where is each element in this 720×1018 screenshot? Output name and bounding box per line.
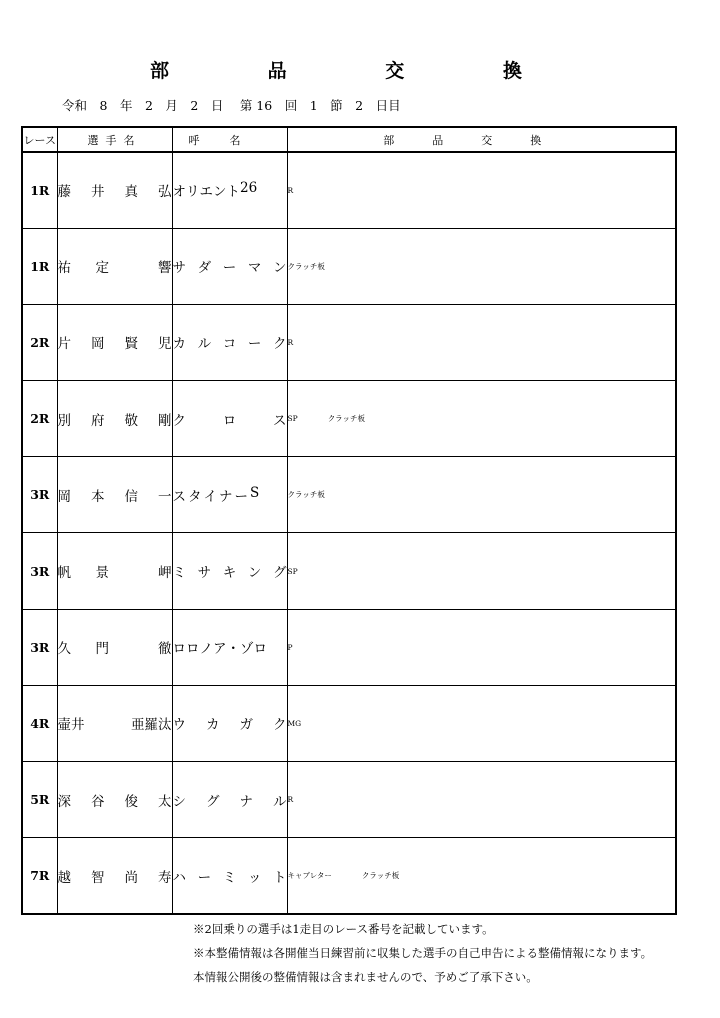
- race-number: 5R: [22, 762, 57, 838]
- racer-name-part: 久: [57, 641, 71, 658]
- race-number: 2R: [22, 304, 57, 380]
- table-row: [22, 381, 676, 457]
- race-number: 1R: [22, 152, 57, 228]
- parts-exchange-table: [21, 126, 677, 915]
- header-parts-exchange: 部品交換: [287, 127, 676, 152]
- part-item: R: [287, 185, 294, 195]
- race-number: 1R: [22, 228, 57, 304]
- racer-name-part: 児: [158, 336, 172, 353]
- racer-name: [57, 533, 172, 609]
- header-call-name: 呼名: [172, 127, 287, 152]
- parts-exchanged: [287, 838, 676, 914]
- part-item: R: [287, 337, 294, 347]
- part-item: P: [287, 642, 293, 652]
- call-name-text: ミ サ キ ン グ: [172, 565, 287, 582]
- session-info: 令和 8 年 2 月 2 日 第 16 回 1 節 2 日目: [62, 98, 401, 113]
- call-name-text: ウ カ ガ ク: [172, 717, 287, 734]
- racer-name-part: 一: [158, 488, 172, 505]
- race-number: 2R: [22, 381, 57, 457]
- parts-exchanged: [287, 685, 676, 761]
- part-item: キャブレター: [287, 871, 332, 881]
- racer-name: [57, 762, 172, 838]
- call-name-text: シ グ ナ ル: [172, 793, 287, 810]
- footnote: ※本整備情報は各開催当日練習前に収集した選手の自己申告による整備情報になります。: [193, 946, 653, 960]
- page-title: 部 品 交 換: [150, 60, 568, 82]
- table-row: [22, 152, 676, 228]
- parts-exchanged: [287, 609, 676, 685]
- racer-name-part: 片: [57, 336, 71, 353]
- race-number: 3R: [22, 533, 57, 609]
- call-name-text: オ リ エ ン ト 2 6: [172, 180, 258, 201]
- footnotes: [193, 917, 652, 989]
- parts-exchanged: [287, 762, 676, 838]
- racer-name: [57, 152, 172, 228]
- racer-name-part: 尚: [124, 869, 138, 886]
- racer-name-part: 徹: [158, 641, 172, 658]
- race-number: 7R: [22, 838, 57, 914]
- table-row: [22, 838, 676, 914]
- racer-name-part: 岬: [158, 565, 172, 582]
- race-number: 4R: [22, 685, 57, 761]
- part-item: クラッチ板: [287, 261, 325, 271]
- part-item: R: [287, 795, 294, 805]
- table-row: [22, 457, 676, 533]
- header-racer-name: 選手名: [57, 127, 172, 152]
- header-race: レース: [22, 127, 57, 152]
- racer-name-part: 真: [124, 184, 138, 201]
- racer-name: [57, 685, 172, 761]
- racer-name-part: 府: [91, 412, 105, 429]
- racer-name-part: 岡: [57, 488, 71, 505]
- racer-name: [57, 381, 172, 457]
- call-name-text: ス タ イ ナ ー S: [172, 484, 262, 505]
- racer-name-part: 俊: [124, 793, 138, 810]
- table-row: [22, 609, 676, 685]
- racer-name-part: 響: [158, 260, 172, 277]
- racer-name-part: 信: [124, 488, 138, 505]
- racer-name: [57, 457, 172, 533]
- racer-name-part: 祐: [57, 260, 71, 277]
- call-name: [172, 152, 287, 228]
- racer-name-part: 谷: [91, 793, 105, 810]
- racer-name-part: 剛: [158, 412, 172, 429]
- racer-name: [57, 609, 172, 685]
- racer-name-part: 景: [95, 565, 109, 582]
- racer-name-part: 越: [57, 869, 71, 886]
- call-name: [172, 304, 287, 380]
- parts-exchanged: [287, 304, 676, 380]
- racer-name-part: 寿: [158, 869, 172, 886]
- call-name: [172, 609, 287, 685]
- racer-name-part: 門: [95, 641, 109, 658]
- racer-name-part: 藤: [57, 184, 71, 201]
- footnote: ※2回乗りの選手は1走目のレース番号を記載しています。: [193, 922, 494, 936]
- racer-name-part: 別: [57, 412, 71, 429]
- call-name-text: ハ ー ミ ッ ト: [172, 869, 287, 886]
- parts-exchanged: [287, 381, 676, 457]
- racer-name: [57, 838, 172, 914]
- racer-name-part: 賢: [124, 336, 138, 353]
- call-name-text: サ ダ ー マ ン: [172, 260, 287, 277]
- racer-name: [57, 304, 172, 380]
- table-row: [22, 762, 676, 838]
- call-name: [172, 533, 287, 609]
- table-header-row: [22, 127, 676, 152]
- race-number: 3R: [22, 457, 57, 533]
- call-name-text: ロ ロ ノ ア ・ ゾ ロ: [172, 641, 267, 658]
- racer-name-part: 弘: [158, 184, 172, 201]
- racer-name-part: 岡: [91, 336, 105, 353]
- call-name-text: ク ロ ス: [172, 412, 287, 429]
- part-item: SP: [287, 414, 298, 424]
- part-item: SP: [287, 566, 298, 576]
- call-name: [172, 685, 287, 761]
- racer-name-part: 智: [91, 869, 105, 886]
- racer-name-part: 亜羅汰: [131, 717, 172, 734]
- racer-name-part: 井: [91, 184, 105, 201]
- call-name-text: カ ル コ ー ク: [172, 336, 287, 353]
- table-row: [22, 533, 676, 609]
- parts-exchanged: [287, 457, 676, 533]
- part-item: MG: [287, 718, 302, 728]
- part-item: クラッチ板: [361, 871, 400, 881]
- footnote: 本情報公開後の整備情報は含まれませんので、予めご了承下さい。: [193, 970, 538, 984]
- racer-name-part: 帆: [57, 565, 71, 582]
- racer-name-part: 太: [158, 793, 172, 810]
- racer-name-part: 敬: [124, 412, 138, 429]
- table-row: [22, 304, 676, 380]
- racer-name: [57, 228, 172, 304]
- part-item: クラッチ板: [327, 414, 366, 424]
- part-item: クラッチ板: [287, 490, 325, 500]
- racer-name-part: 本: [91, 488, 105, 505]
- call-name: [172, 381, 287, 457]
- parts-exchanged: [287, 152, 676, 228]
- racer-name-part: 壷井: [57, 717, 85, 734]
- call-name: [172, 762, 287, 838]
- call-name: [172, 838, 287, 914]
- table-row: [22, 228, 676, 304]
- table-row: [22, 685, 676, 761]
- racer-name-part: 定: [95, 260, 109, 277]
- parts-exchanged: [287, 228, 676, 304]
- racer-name-part: 深: [57, 793, 71, 810]
- call-name: [172, 228, 287, 304]
- call-name: [172, 457, 287, 533]
- race-number: 3R: [22, 609, 57, 685]
- parts-exchanged: [287, 533, 676, 609]
